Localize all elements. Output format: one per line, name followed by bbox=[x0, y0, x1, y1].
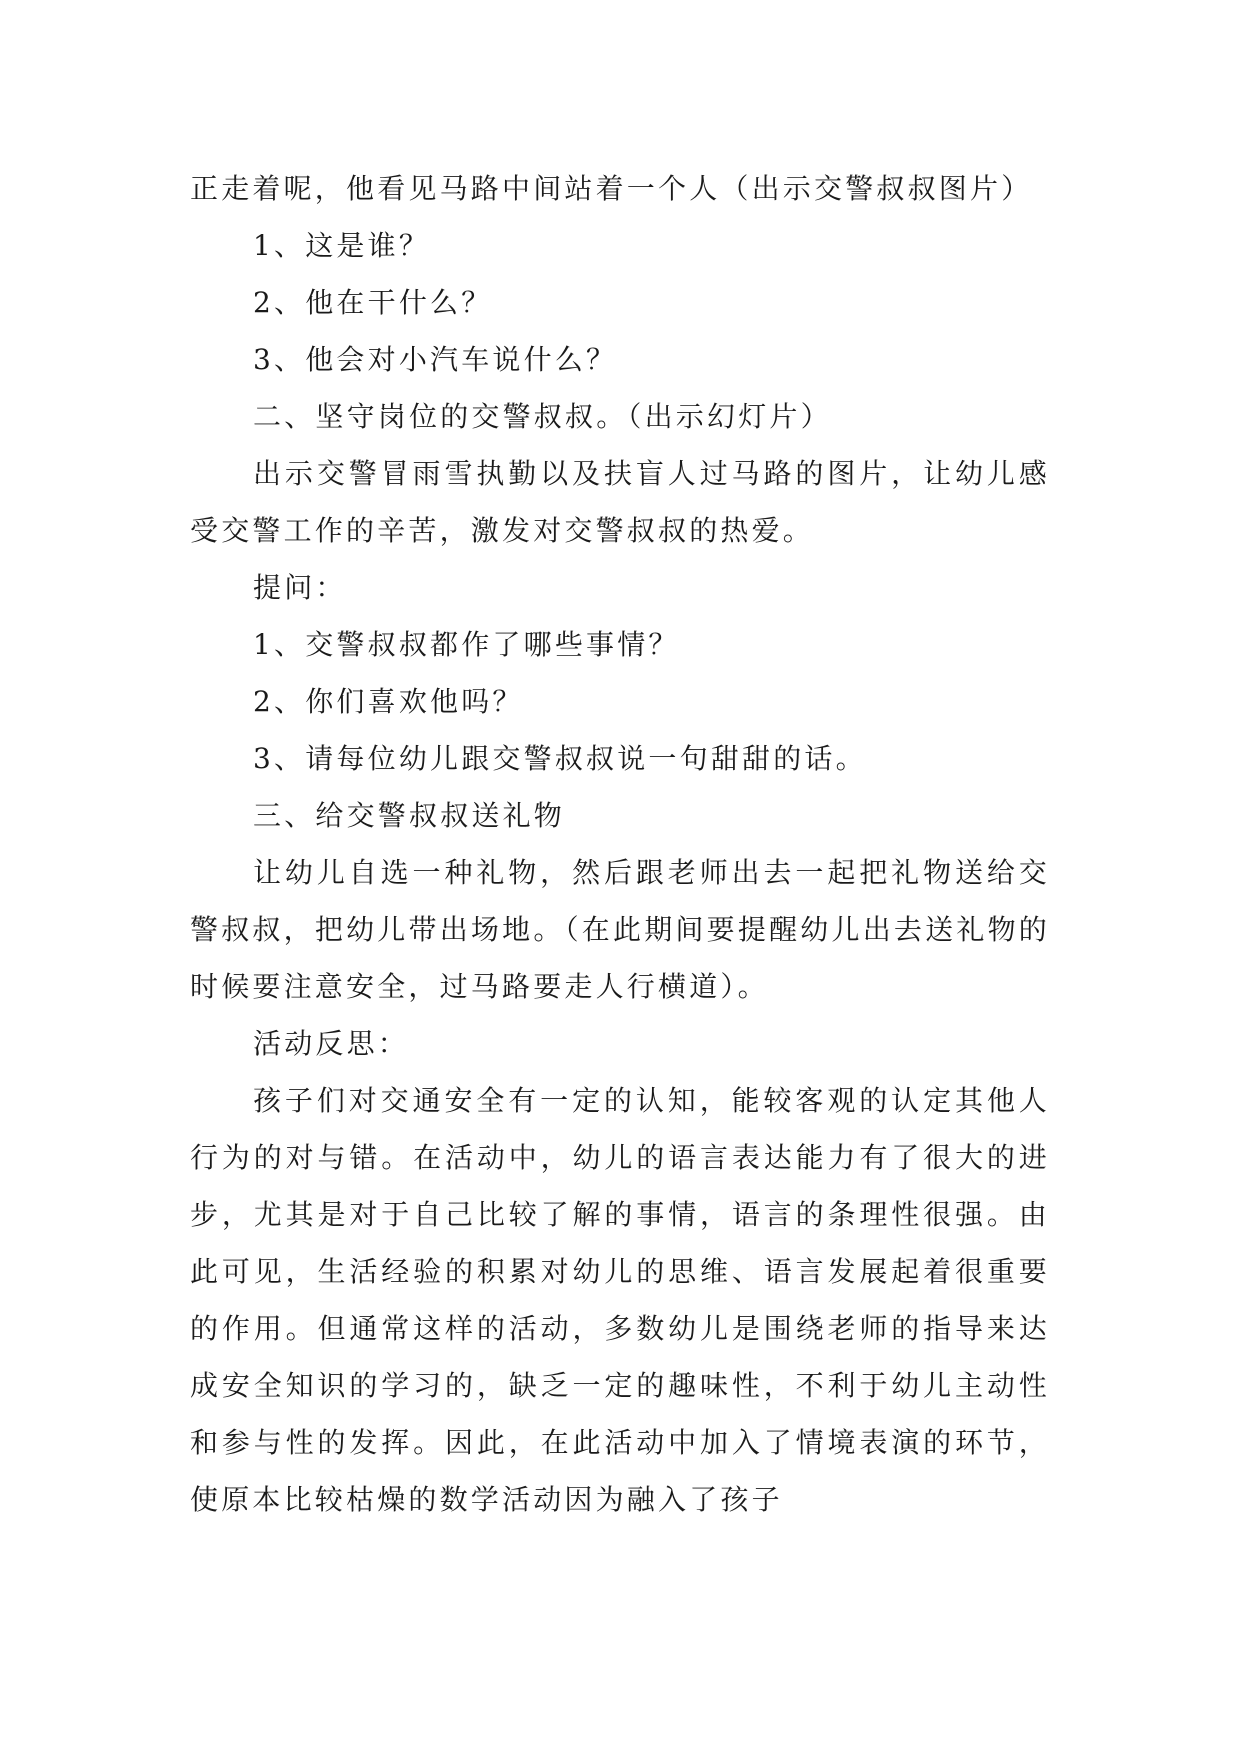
paragraph-gifts: 让幼儿自选一种礼物，然后跟老师出去一起把礼物送给交警叔叔，把幼儿带出场地。（在此期间要提醒幼儿出去送礼物的时候要注意安全，过马路要走人行横道）。 bbox=[190, 856, 1050, 1003]
question-6: 3、请每位幼儿跟交警叔叔说一句甜甜的话。 bbox=[253, 742, 867, 775]
question-3: 3、他会对小汽车说什么？ bbox=[253, 343, 618, 376]
questions-label: 提问： bbox=[253, 571, 347, 604]
section-heading-3: 三、给交警叔叔送礼物 bbox=[253, 799, 566, 832]
question-1: 1、这是谁？ bbox=[253, 229, 431, 262]
paragraph-reflection: 孩子们对交通安全有一定的认知，能较客观的认定其他人行为的对与错。在活动中，幼儿的语言表达能力有了很大的进步，尤其是对于自己比较了解的事情，语言的条理性很强。由此可见，生活经验的积累对幼儿的思维、语言发展起着很重要的作用。但通常这样的活动，多数幼儿是围绕老师的指导来达成安全知识的学习的，缺乏一定的趣味性，不利于幼儿主动性和参与性的发挥。因此，在此活动中加入了情境表演的环节，使原本比较枯燥的数学活动因为融入了孩子 bbox=[190, 1084, 1050, 1516]
reflection-label: 活动反思： bbox=[253, 1027, 410, 1060]
question-4: 1、交警叔叔都作了哪些事情？ bbox=[253, 628, 680, 661]
question-2: 2、他在干什么？ bbox=[253, 286, 493, 319]
section-heading-2: 二、坚守岗位的交警叔叔。（出示幻灯片） bbox=[253, 400, 832, 433]
document-body bbox=[190, 160, 1050, 1528]
question-5: 2、你们喜欢他吗？ bbox=[253, 685, 524, 718]
paragraph-slides: 出示交警冒雨雪执勤以及扶盲人过马路的图片，让幼儿感受交警工作的辛苦，激发对交警叔叔的热爱。 bbox=[190, 457, 1050, 547]
paragraph-intro: 正走着呢，他看见马路中间站着一个人（出示交警叔叔图片） bbox=[190, 172, 1033, 205]
